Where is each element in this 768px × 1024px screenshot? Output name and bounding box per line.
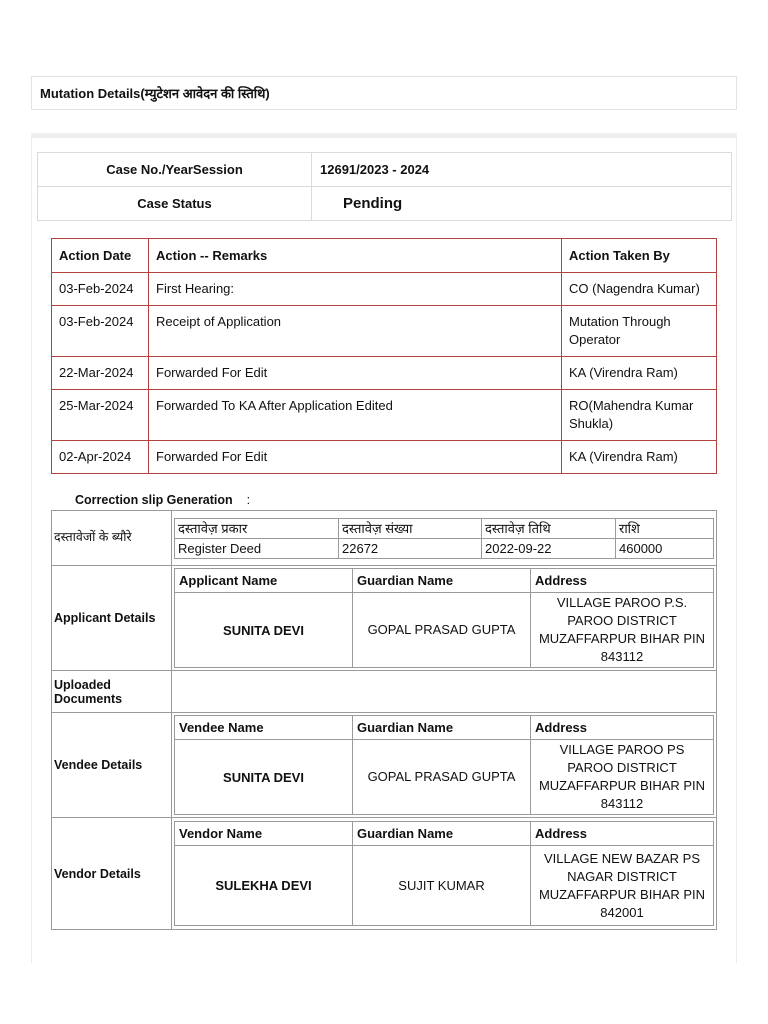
documents-table — [174, 518, 714, 559]
case-number-label: Case No./YearSession — [38, 153, 312, 187]
vendee-row — [52, 713, 717, 818]
table-row — [52, 357, 717, 390]
action-remarks: Forwarded For Edit — [149, 441, 562, 474]
applicant-table — [174, 568, 714, 668]
vendee-address: VILLAGE PAROO PS PAROO DISTRICT MUZAFFARPUR BIHAR PIN 843112 — [531, 740, 714, 815]
document-number: 22672 — [339, 538, 482, 558]
vendee-label: Vendee Details — [52, 713, 172, 818]
table-row — [52, 441, 717, 474]
vendor-name: SULEKHA DEVI — [175, 846, 353, 926]
action-remarks: Receipt of Application — [149, 306, 562, 357]
documents-label: दस्तावेजों के ब्यौरे — [52, 511, 172, 566]
uploaded-documents-row — [52, 671, 717, 713]
case-number-row — [38, 153, 732, 187]
vendor-cell — [172, 818, 717, 930]
correction-slip-colon: : — [246, 493, 251, 507]
action-remarks: First Hearing: — [149, 273, 562, 306]
documents-row — [52, 511, 717, 566]
document-date: 2022-09-22 — [482, 538, 616, 558]
vendor-table — [174, 821, 714, 926]
action-header-row — [52, 239, 717, 273]
applicant-address-header: Address — [531, 569, 714, 593]
action-remarks-header: Action -- Remarks — [149, 239, 562, 273]
action-taken-by: KA (Virendra Ram) — [562, 357, 717, 390]
correction-slip-label: Correction slip Generation — [75, 493, 233, 507]
vendee-header-row — [175, 716, 714, 740]
action-taken-by: KA (Virendra Ram) — [562, 441, 717, 474]
action-taken-by: Mutation Through Operator — [562, 306, 717, 357]
vendee-name-header: Vendee Name — [175, 716, 353, 740]
action-taken-by: RO(Mahendra Kumar Shukla) — [562, 390, 717, 441]
case-status-value: Pending — [312, 187, 732, 221]
document-date-header: दस्तावेज़ तिथि — [482, 518, 616, 538]
action-date: 22-Mar-2024 — [52, 357, 149, 390]
vendee-address-header: Address — [531, 716, 714, 740]
page-title: Mutation Details(म्युटेशन आवेदन की स्तिथि) — [31, 76, 737, 110]
vendee-cell — [172, 713, 717, 818]
vendor-address-header: Address — [531, 822, 714, 846]
action-taken-by-header: Action Taken By — [562, 239, 717, 273]
vendor-address: VILLAGE NEW BAZAR PS NAGAR DISTRICT MUZAFFARPUR BIHAR PIN 842001 — [531, 846, 714, 926]
case-status-row — [38, 187, 732, 221]
document-type-header: दस्तावेज़ प्रकार — [175, 518, 339, 538]
applicant-cell — [172, 566, 717, 671]
table-row — [52, 273, 717, 306]
vendor-guardian-header: Guardian Name — [353, 822, 531, 846]
vendee-table — [174, 715, 714, 815]
vendee-name: SUNITA DEVI — [175, 740, 353, 815]
case-number-value: 12691/2023 - 2024 — [312, 153, 732, 187]
case-status-label: Case Status — [38, 187, 312, 221]
document-amount: 460000 — [616, 538, 714, 558]
applicant-guardian-header: Guardian Name — [353, 569, 531, 593]
table-row — [52, 390, 717, 441]
action-remarks: Forwarded To KA After Application Edited — [149, 390, 562, 441]
document-amount-header: राशि — [616, 518, 714, 538]
vendor-name-header: Vendor Name — [175, 822, 353, 846]
applicant-label: Applicant Details — [52, 566, 172, 671]
applicant-name-header: Applicant Name — [175, 569, 353, 593]
documents-header-row — [175, 518, 714, 538]
applicant-guardian: GOPAL PRASAD GUPTA — [353, 593, 531, 668]
vendor-guardian: SUJIT KUMAR — [353, 846, 531, 926]
table-row — [175, 593, 714, 668]
applicant-row — [52, 566, 717, 671]
mutation-details-table — [51, 510, 717, 930]
action-date-header: Action Date — [52, 239, 149, 273]
uploaded-documents-cell — [172, 671, 717, 713]
action-remarks: Forwarded For Edit — [149, 357, 562, 390]
vendor-label: Vendor Details — [52, 818, 172, 930]
table-row — [175, 846, 714, 926]
vendor-header-row — [175, 822, 714, 846]
applicant-header-row — [175, 569, 714, 593]
document-number-header: दस्तावेज़ संख्या — [339, 518, 482, 538]
applicant-name: SUNITA DEVI — [175, 593, 353, 668]
vendee-guardian-header: Guardian Name — [353, 716, 531, 740]
table-row — [52, 306, 717, 357]
action-date: 02-Apr-2024 — [52, 441, 149, 474]
action-date: 03-Feb-2024 — [52, 306, 149, 357]
action-taken-by: CO (Nagendra Kumar) — [562, 273, 717, 306]
correction-slip-title — [75, 493, 250, 507]
vendor-row — [52, 818, 717, 930]
action-date: 03-Feb-2024 — [52, 273, 149, 306]
applicant-address: VILLAGE PAROO P.S. PAROO DISTRICT MUZAFFARPUR BIHAR PIN 843112 — [531, 593, 714, 668]
action-history-table — [51, 238, 717, 474]
table-row — [175, 740, 714, 815]
uploaded-documents-label: Uploaded Documents — [52, 671, 172, 713]
case-info-table — [37, 152, 732, 221]
vendee-guardian: GOPAL PRASAD GUPTA — [353, 740, 531, 815]
table-row — [175, 538, 714, 558]
document-type: Register Deed — [175, 538, 339, 558]
action-date: 25-Mar-2024 — [52, 390, 149, 441]
documents-cell — [172, 511, 717, 566]
